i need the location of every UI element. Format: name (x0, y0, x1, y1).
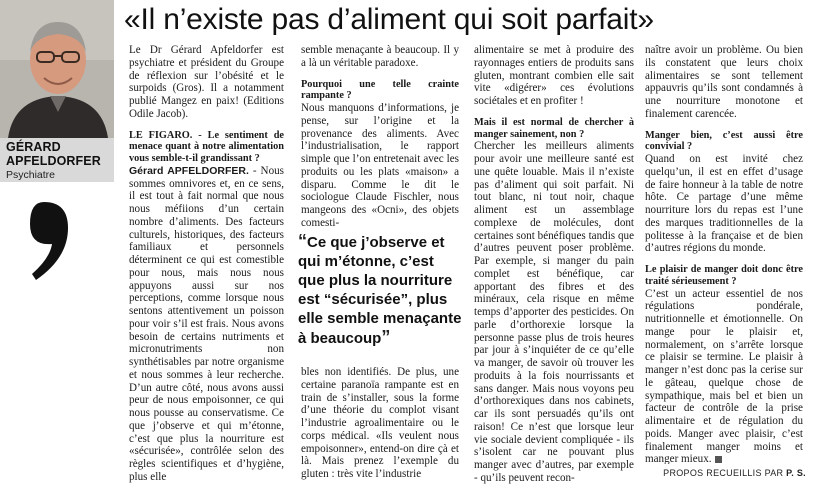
column-2-top-text: semble menaçante à beaucoup. Il y a là un véritable paradoxe. (301, 44, 459, 69)
answer-1 (129, 165, 284, 484)
interview-credit (646, 468, 806, 478)
column-4-top-text: naître avoir un problème. Ou bien ils constatent que leurs choix alimentaires se sont tellement appauvris qu’ils sont condamnés à une nourriture monotone et finalement carencée. (645, 44, 803, 120)
pull-quote-text: Ce que j’observe et qui m’étonne, c’est que plus la nourriture est “sécurisée”, plus elle semble menaçante à beaucoup (298, 234, 462, 347)
headline: «Il n’existe pas d’aliment qui soit parfait» (124, 3, 654, 36)
answer-5-text: C’est un acteur essentiel de nos régulations pondérale, nutritionnelle et émotionnelle. On mange pour le plaisir et, normalement, on s’arrête lorsque ce plaisir se termine. Le plaisir à manger n’est donc pas la cerise sur le gâteau, quelque chose de sympathique, mais bel et bien un facteur de contrôle de la prise alimentaire et de régulation du poids. Manger avec plaisir, c’est finalement manger moins et manger mieux. (645, 287, 803, 464)
pull-quote-close-mark: ” (381, 327, 391, 347)
answer-5 (645, 288, 803, 464)
column-1 (129, 44, 284, 492)
column-2-bottom-text: bles non identifiés. De plus, une certaine paranoïa rampante est en train de s’installer, sous la forme d’une théorie du complot visant l’industrie agroalimentaire ou le corps médical. «Ils veulent nous empoisonner», entend-on dire çà et là. Mais prenez l’exemple du gluten : très vite l’industrie (301, 366, 459, 480)
quote-mark-icon (24, 196, 94, 286)
answer-1-text: - Nous sommes omnivores et, en ce sens, il est tout à fait normal que nous nous méfiions d’un certain nombre d’aliments. Des facteurs culturels, historiques, des facteurs familiaux et personnels déterminent ce qui est comestible pour nous, mais nous nous appuyons aussi sur nos perceptions, comme lorsque nous sentons attentivement un poisson pour voir s’il est frais. Nous avons besoin de certains nutriments et micronutriments non synthétisables par notre organisme et nous sommes à leur recherche. D’un autre côté, nous avons aussi peur de nous empoisonner, ce qui nous pousse au conservatisme. Ce que j’observe et qui m’étonne, c’est que plus la nourriture est «sécurisée», contrôlée selon des règles scientifiques et d’hygiène, plus elle (129, 164, 284, 483)
pull-quote-open-mark: “ (298, 231, 307, 251)
author-name: GÉRARD APFELDORFER (6, 140, 101, 168)
author-intro: Le Dr Gérard Apfeldorfer est psychiatre et président du Groupe de réflexion sur l’obésité et le surpoids (Gros). Il a notamment publié Mangez en paix! (Editions Odile Jacob). (129, 44, 284, 120)
question-4: Manger bien, c’est aussi être convivial ? (645, 129, 803, 153)
author-name-band (0, 138, 114, 182)
answer-3: Chercher les meilleurs aliments pour avoir une meilleure santé est une quête louable. Mais il n’existe pas d’aliment qui soit parfait. Ni tout blanc, ni tout noir, chaque aliment est un assemblage complexe de molécules, dont certaines sont bénéfiques tandis que d’autres peuvent poser problème. Par exemple, si manger du pain complet est bénéfique, car apportant des fibres et des minéraux, cela risque en même temps d’apporter des pesticides. On parle d’orthorexie lorsque la personne passe plus de trois heures par jour à s’inquiéter de ce qu’elle va manger, de savoir où trouver les produits à la fois nourrissants et sans danger. Mais nous voyons peu d’orthorexiques dans nos cabinets, car ils sont persuadés qu’ils ont raison! Ce n’est que lorsque leur vie sociale devient compliquée - ils s’isolent car ne pouvant plus manger avec d’autres, par exemple - qu’ils peuvent recon- (474, 140, 634, 484)
credit-initials: P. S. (786, 468, 806, 478)
column-3 (474, 44, 634, 492)
question-5: Le plaisir de manger doit donc être traité sérieusement ? (645, 264, 803, 287)
question-3: Mais il est normal de chercher à manger sainement, non ? (474, 116, 634, 140)
column-3-top-text: alimentaire se met à produire des rayonnages entiers de produits sans gluten, montrant combien elle sait vite «digérer» ces évolutions sociétales et en profiter ! (474, 44, 634, 107)
author-photo (0, 0, 114, 138)
credit-label: PROPOS RECUEILLIS PAR (663, 468, 784, 478)
author-sidebar (0, 0, 124, 496)
column-2-bottom (301, 366, 459, 492)
answer-4: Quand on est invité chez quelqu’un, il est en effet d’usage de faire honneur à la table de notre hôte. Ce partage d’une même nourriture lors du repas est l’une des marques traditionnelles de la politesse à la française et de bien d’autres régions du monde. (645, 153, 803, 255)
answer-2: Nous manquons d’informations, je pense, sur l’origine et la provenance des aliments. Avec l’industrialisation, le rapport simple que l’on entretenait avec les produits ou les plats «maison» a disparu. Comme le dit le sociologue Claude Fischler, nous mangeons des «Ocni», des objets comesti- (301, 102, 459, 229)
question-1: LE FIGARO. - Le sentiment de menace quant à notre alimentation vous semble-t-il grandissant ? (129, 129, 284, 165)
end-square-icon (715, 456, 722, 463)
column-4 (645, 44, 803, 464)
question-2: Pourquoi une telle crainte rampante ? (301, 78, 459, 102)
pull-quote (298, 232, 464, 364)
speaker-name: Gérard APFELDORFER. (129, 164, 249, 177)
author-role: Psychiatre (6, 169, 56, 181)
